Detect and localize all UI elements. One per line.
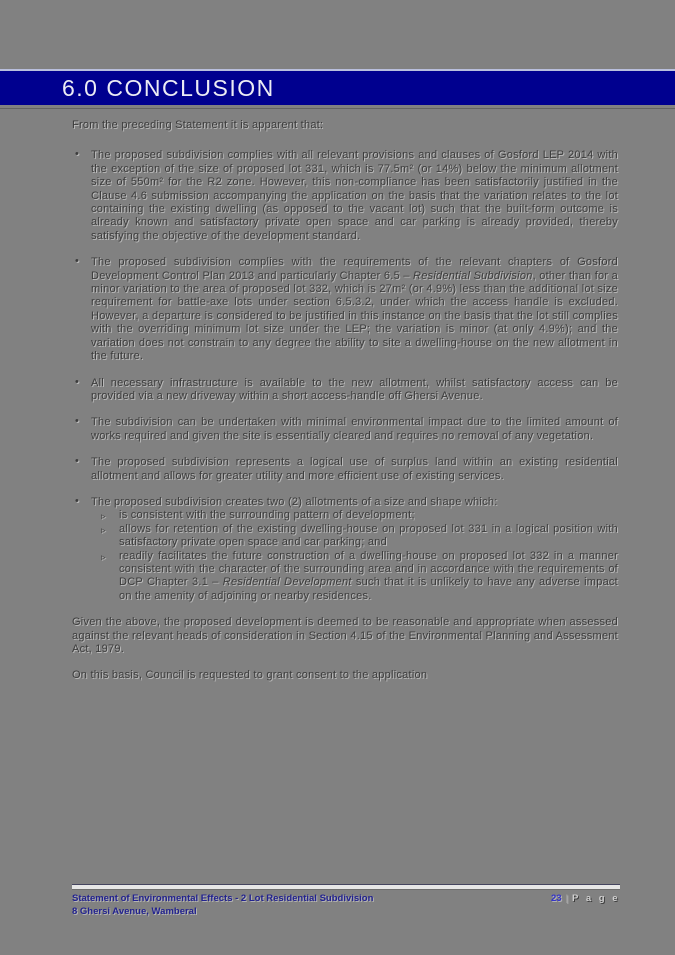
page-footer [72,893,620,918]
footer-divider-rule [72,884,620,890]
italic-text-segment: Residential Subdivision [413,269,533,282]
sub-bullet-item [91,509,618,522]
text-segment: The proposed subdivision complies with all relevant provisions and clauses of Gosford LEP 2014 with the exception of the size of proposed lot 331, which is 77.5m² (or 14%) below the minimum allotment size of 550m² for the R2 zone. However, this non-compliance has been satisfactorily justified in the Clause 4.6 submission accompanying the application on the basis that the variation relates to the lot containing the existing dwelling (as opposed to the vacant lot) such that the built-form outcome is already known and satisfactory private open space and car parking is already provided, thereby satisfying the objective of the development standard. [91,149,618,242]
bullet-icon: • [75,375,80,388]
header-bar-shadow-line [0,108,675,109]
bullet-item [72,149,618,243]
bullet-item [72,416,618,443]
page-word-label: P a g e [572,893,620,904]
bullet-icon: • [75,455,80,468]
page-number: 23 [551,893,562,904]
sub-bullet-arrow-icon: ▹ [101,511,106,522]
section-header-bar [0,69,675,105]
text-segment: allows for retention of the existing dwelling-house on proposed lot 331 in a logical position with satisfactory private open space and car parking; and [119,522,618,549]
bullet-icon: • [75,255,80,268]
bullet-icon: • [75,148,80,161]
sub-bullet-item [91,550,618,604]
sub-bullet-item [91,523,618,550]
bullet-text [91,256,618,363]
sub-bullet-arrow-icon: ▹ [101,524,106,535]
text-segment: The proposed subdivision creates two (2) allotments of a size and shape which: [91,495,498,508]
sub-bullet-arrow-icon: ▹ [101,551,106,562]
italic-text-segment: Residential Development [222,576,352,589]
bullet-item [72,496,618,603]
bullet-list [72,149,618,603]
footer-doc-title: Statement of Environmental Effects - 2 Lot Residential Subdivision [72,893,374,904]
section-title: 6.0 CONCLUSION [62,75,275,101]
text-segment: The proposed subdivision complies with the requirements of the relevant chapters of Gosford Development Control Plan 2013 and particularly Chapter 6.5 – [91,256,618,282]
footer-left-block [72,893,620,918]
bullet-item [72,256,618,363]
bullet-icon: • [75,494,80,507]
text-segment: readily facilitates the future construction of a dwelling-house on proposed lot 332 in a manner consistent with the character of the surrounding area and in accordance with the requirements of DCP Chapter 3.1 – [119,549,618,589]
sub-bullet-text [119,550,618,602]
bullet-text [91,456,618,483]
text-segment: All necessary infrastructure is available to the new allotment, whilst satisfactory access can be provided via a new driveway within a short access-handle off Ghersi Avenue. [91,376,618,402]
footer-doc-address: 8 Ghersi Avenue, Wamberal [72,905,197,917]
bullet-item [72,377,618,404]
intro-paragraph: From the preceding Statement it is apparent that: [72,119,324,131]
text-segment: , other than for a minor variation to the area of proposed lot 332, which is 27m² (or 4.9%) less than the additional lot size requirement for battle-axe lots under section 6.5.3.2, under which the access handle is excluded. However, a departure is considered to be justified in this instance on the basis that the lot still complies with the overriding minimum lot size under the LEP; the variation is minor (at only 4.9%); and the variation does not constrain to any degree the ability to site a dwelling-house on the new allotment in the future. [91,269,619,363]
page-number-separator: | [565,893,569,904]
sub-bullet-text [119,523,618,548]
footer-page-indicator [551,893,620,904]
text-segment: such that it is unlikely to have any adverse impact on the amenity of adjoining or nearby residences. [119,576,618,602]
closing-paragraph-2: On this basis, Council is requested to grant consent to the application [72,669,428,682]
bullet-text [91,149,618,243]
closing-paragraph-1: Given the above, the proposed development is deemed to be reasonable and appropriate when assessed against the relevant heads of consideration in Section 4.15 of the Environmental Planning and Assessment Act, 1979. [72,616,618,655]
text-segment: The subdivision can be undertaken with minimal environmental impact due to the limited amount of works required and given the site is essentially cleared and requires no removal of any vegetation. [91,416,618,442]
text-segment: The proposed subdivision represents a logical use of surplus land within an existing residential allotment and allows for greater utility and more efficient use of existing services. [91,456,618,482]
bullet-text [91,416,618,443]
bullet-text [91,496,618,603]
sub-bullet-text [119,509,415,521]
bullet-text [91,377,618,404]
body-content [72,119,618,683]
bullet-icon: • [75,415,80,428]
text-segment: is consistent with the surrounding pattern of development; [119,509,415,522]
bullet-item [72,456,618,483]
